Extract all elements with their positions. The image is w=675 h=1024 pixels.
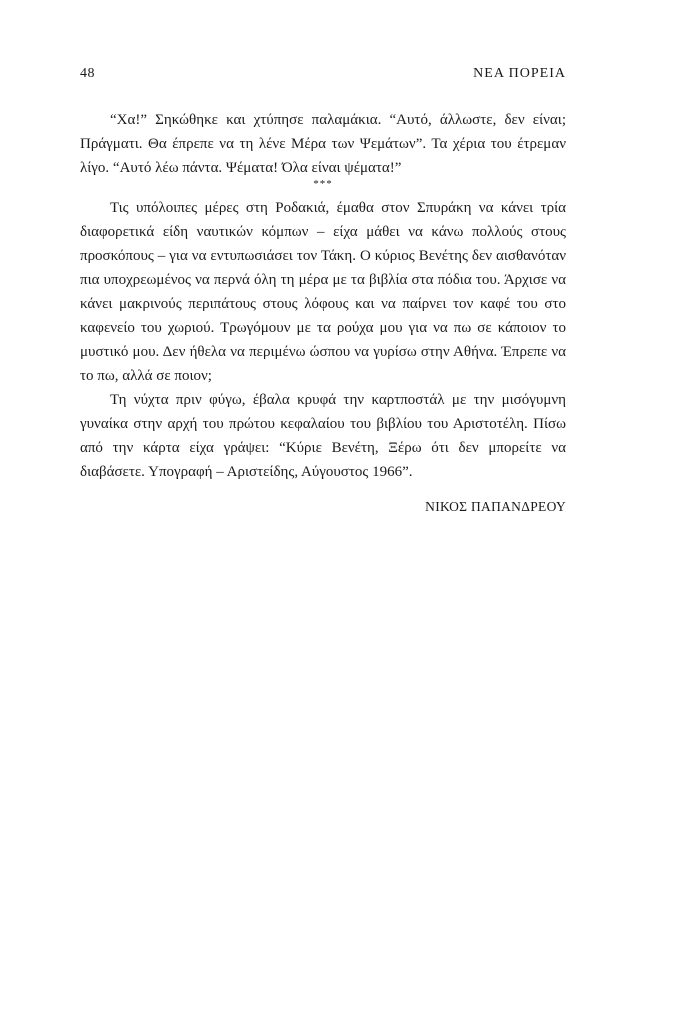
journal-title: ΝΕΑ ΠΟΡΕΙΑ bbox=[473, 66, 566, 81]
running-head bbox=[80, 66, 566, 82]
paragraph-3: Τη νύχτα πριν φύγω, έβαλα κρυφά την καρτποστάλ με την μισόγυμνη γυναίκα στην αρχή του πρώτου κεφαλαίου του βιβλίου του Αριστοτέλη. Πίσω από την κάρτα είχα γράψει: “Κύριε Βενέτη, Ξέρω ότι δεν μπορείτε να διαβάσετε. Υπογραφή – Αριστείδης, Αύγουστος 1966”. bbox=[80, 392, 566, 480]
page-number: 48 bbox=[80, 66, 95, 81]
paragraph-1: “Χα!” Σηκώθηκε και χτύπησε παλαμάκια. “Αυτό, άλλωστε, δεν είναι; Πράγματι. Θα έπρεπε να τη λένε Μέρα των Ψεμάτων”. Τα χέρια του έτρεμαν λίγο. “Αυτό λέω πάντα. Ψέματα! Όλα είναι ψέματα!” bbox=[80, 112, 566, 176]
article-body bbox=[80, 108, 566, 484]
author-signature: ΝΙΚΟΣ ΠΑΠΑΝΔΡΕΟΥ bbox=[425, 499, 566, 514]
section-separator: *** bbox=[313, 178, 333, 190]
paragraph-2: Τις υπόλοιπες μέρες στη Ροδακιά, έμαθα στον Σπυράκη να κάνει τρία διαφορετικά είδη ναυτικών κόμπων – είχα μάθει να κάνω πολλούς στους προσκόπους – για να εντυπωσιάσει τον Τάκη. Ο κύριος Βενέτης δεν αισθανόταν πια υποχρεωμένος να περνά όλη τη μέρα με τα βιβλία στα πόδια του. Άρχισε να κάνει μακρινούς περιπάτους στους λόφους και να παίρνει τον καφέ του στο καφενείο του χωριού. Τρωγόμουν με τα ρούχα μου για να πω σε κάποιον το μυστικό μου. Δεν ήθελα να περιμένω ώσπου να γυρίσω στην Αθήνα. Έπρεπε να το πω, αλλά σε ποιον; bbox=[80, 200, 566, 384]
